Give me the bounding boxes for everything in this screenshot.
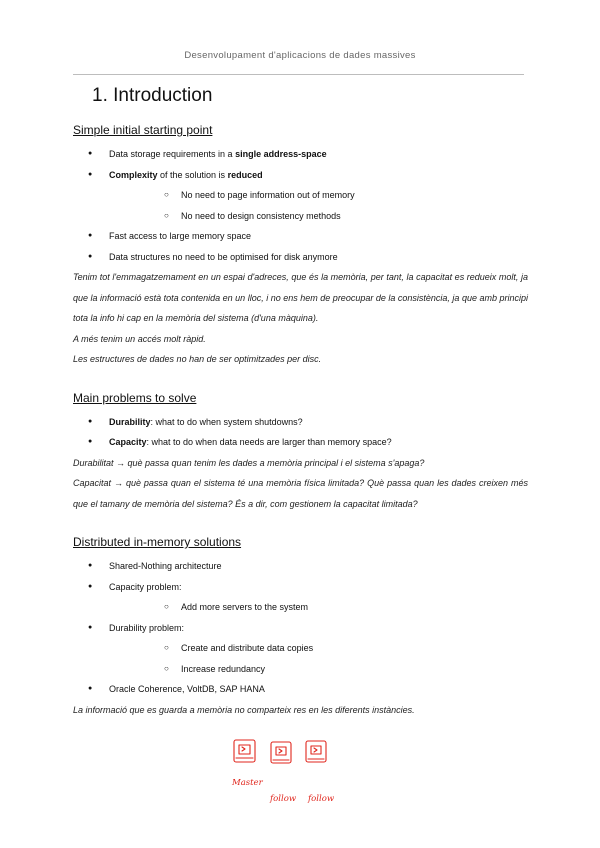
sketch-label: follow	[308, 794, 335, 804]
sub-bullet-list	[109, 597, 528, 618]
list-item: ○ Increase redundancy	[109, 659, 528, 680]
list-item: ● Data structures no need to be optimised for disk anymore	[73, 247, 528, 268]
bullet-list	[73, 556, 528, 700]
sub-bullet-list	[109, 638, 528, 679]
list-item: ● Oracle Coherence, VoltDB, SAP HANA	[73, 679, 528, 700]
list-item: ● Fast access to large memory space	[73, 226, 528, 247]
list-item: ● Capacity problem: ○ Add more servers to the system	[73, 577, 528, 618]
list-item: ● Durability problem: ○ Create and distribute data copies ○ Increase redundancy	[73, 618, 528, 680]
list-item: ○ No need to page information out of memory	[109, 185, 528, 206]
note-paragraph: La informació que es guarda a memòria no comparteix res en les diferents instàncies.	[73, 704, 415, 715]
note-paragraph: Tenim tot l'emmagatzemament en un espai d'adreces, que és la memòria, per tant, la capacitat es redueix molt, ja que la informació està tota contenida en un lloc, i no ens hem de preocupar de la consistència, ja que amb principi tota la info hi cap en la memòria del sistema (d'una màquina).	[73, 272, 528, 323]
bullet-list	[73, 412, 528, 453]
note-paragraph: Capacitat → què passa quan el sistema té una memòria física limitada? Què passa quan les dades creixen més que el tamany de memòria del sistema? És a dir, com gestionem la capacitat limitada?	[73, 478, 528, 509]
list-item: ○ Add more servers to the system	[109, 597, 528, 618]
sub-bullet-list	[109, 185, 528, 226]
list-item: ● Shared-Nothing architecture	[73, 556, 528, 577]
note-paragraph: Les estructures de dades no han de ser optimitzades per disc.	[73, 354, 322, 364]
list-item: ● Capacity: what to do when data needs are larger than memory space?	[73, 432, 528, 453]
subsection-heading: Distributed in-memory solutions	[73, 535, 242, 549]
server-box-icon	[271, 742, 291, 763]
list-item: ● Complexity of the solution is reduced ○ No need to page information out of memory ○ No need to design consistency methods	[73, 165, 528, 227]
document-body	[73, 84, 528, 720]
server-box-icon	[234, 740, 255, 762]
list-item: ● Durability: what to do when system shutdowns?	[73, 412, 528, 433]
subsection-heading: Simple initial starting point	[73, 123, 213, 137]
running-header: Desenvolupament d'aplicacions de dades massives	[184, 50, 416, 61]
section-title: 1. Introduction	[92, 85, 213, 106]
note-paragraph: A més tenim un accés molt ràpid.	[73, 333, 206, 344]
server-box-icon	[306, 741, 326, 762]
header-divider	[73, 74, 524, 75]
sketch-label: follow	[270, 794, 297, 804]
list-item: ○ Create and distribute data copies	[109, 638, 528, 659]
sketch-label: Master	[232, 778, 263, 788]
bullet-list	[73, 144, 528, 267]
subsection-heading: Main problems to solve	[73, 390, 197, 405]
list-item: ● Data storage requirements in a single address-space	[73, 144, 528, 165]
handwritten-sketch	[228, 735, 348, 810]
note-paragraph: Durabilitat → què passa quan tenim les dades a memòria principal i el sistema s'apaga?	[73, 457, 425, 468]
list-item: ○ No need to design consistency methods	[109, 206, 528, 227]
